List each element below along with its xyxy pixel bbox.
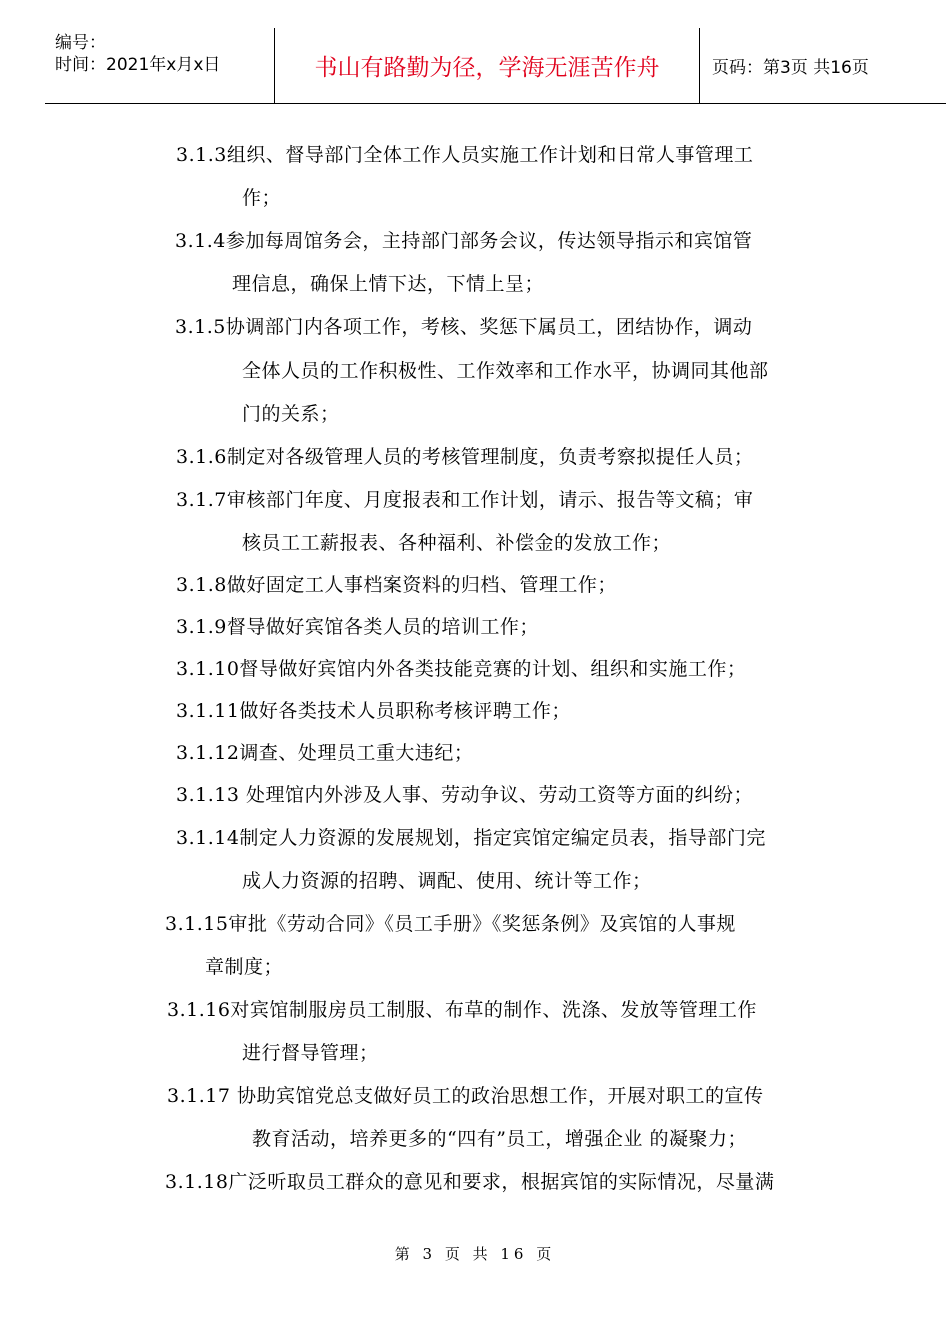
body-line: 3.1.15审批《劳动合同》《员工手册》《奖惩条例》及宾馆的人事规 [165,913,736,935]
body-line: 3.1.17 协助宾馆党总支做好员工的政治思想工作，开展对职工的宣传 [167,1085,764,1107]
header-meta [45,28,275,103]
page-header [45,28,946,104]
body-line: 3.1.9督导做好宾馆各类人员的培训工作； [176,616,539,638]
body-line: 全体人员的工作积极性、工作效率和工作水平，协调同其他部 [242,360,769,382]
body-line: 3.1.5协调部门内各项工作，考核、奖惩下属员工，团结协作，调动 [175,316,753,338]
body-line: 教育活动，培养更多的“四有”员工，增强企业 的凝聚力； [252,1128,747,1150]
body-line: 3.1.18广泛听取员工群众的意见和要求，根据宾馆的实际情况，尽量满 [165,1171,775,1193]
body-line: 3.1.16对宾馆制服房员工制服、布草的制作、洗涤、发放等管理工作 [167,999,757,1021]
body-line: 3.1.11做好各类技术人员职称考核评聘工作； [176,700,571,722]
body-line: 章制度； [205,956,284,978]
body-line: 门的关系； [242,403,340,425]
body-line: 3.1.7审核部门年度、月度报表和工作计划，请示、报告等文稿；审 [176,489,754,511]
body-line: 3.1.10督导做好宾馆内外各类技能竞赛的计划、组织和实施工作； [176,658,747,680]
body-line: 成人力资源的招聘、调配、使用、统计等工作； [242,870,652,892]
body-line: 进行督导管理； [242,1042,379,1064]
body-line: 理信息，确保上情下达，下情上呈； [232,273,545,295]
document-number-label: 编号： [55,33,106,53]
body-line: 作； [242,187,282,209]
body-line: 3.1.8做好固定工人事档案资料的归档、管理工作； [176,574,617,596]
body-line: 3.1.6制定对各级管理人员的考核管理制度，负责考察拟提任人员； [176,446,754,468]
body-line: 3.1.12调查、处理员工重大违纪； [176,742,474,764]
header-motto: 书山有路勤为径，学海无涯苦作舟 [275,28,700,103]
body-line: 3.1.3组织、督导部门全体工作人员实施工作计划和日常人事管理工 [176,144,754,166]
page-footer: 第 3 页 共 16 页 [394,1245,556,1263]
body-line: 3.1.14制定人力资源的发展规划，指定宾馆定编定员表，指导部门完 [176,827,766,849]
body-line: 核员工工薪报表、各种福利、补偿金的发放工作； [242,532,672,554]
body-line: 3.1.4参加每周馆务会，主持部门部务会议，传达领导指示和宾馆管 [175,230,753,252]
body-line: 3.1.13 处理馆内外涉及人事、劳动争议、劳动工资等方面的纠纷； [176,784,753,806]
document-date: 时间：2021年x月x日 [55,55,221,75]
header-page-info: 页码：第3页 共16页 [712,58,869,78]
